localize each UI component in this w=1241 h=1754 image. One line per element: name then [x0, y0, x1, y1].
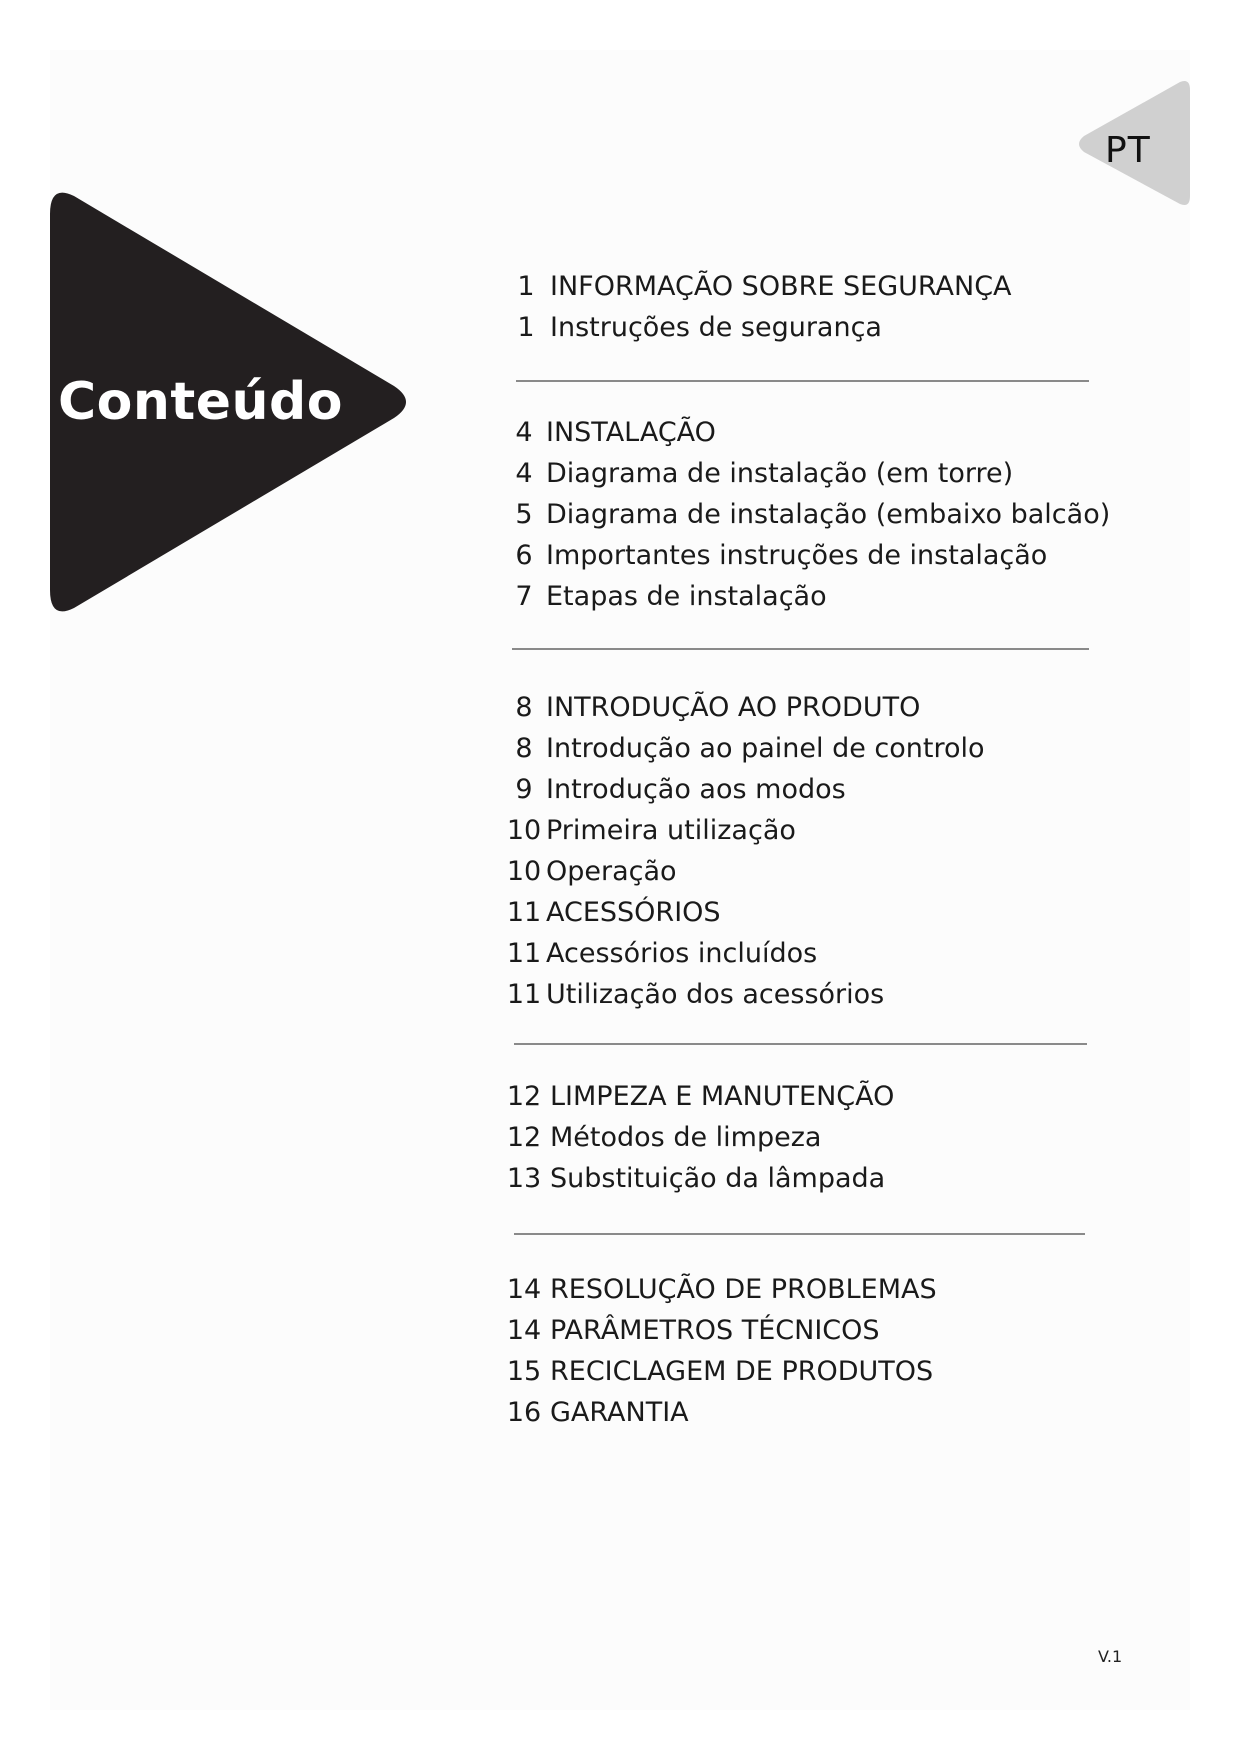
toc-heading: RESOLUÇÃO DE PROBLEMAS [550, 1274, 937, 1305]
toc-subheading: Diagrama de instalação (em torre) [546, 458, 1014, 489]
section-divider [514, 1043, 1087, 1045]
toc-subheading: Substituição da lâmpada [550, 1163, 886, 1194]
toc-heading: INSTALAÇÃO [546, 417, 716, 448]
toc-subheading: Instruções de segurança [550, 312, 882, 343]
toc-page-number: 4 [515, 458, 533, 489]
toc-page-number: 11 [506, 979, 542, 1010]
toc-page-number: 11 [506, 897, 542, 928]
toc-page-number: 7 [515, 581, 533, 612]
toc-page-number: 6 [515, 540, 533, 571]
toc-heading: RECICLAGEM DE PRODUTOS [550, 1356, 934, 1387]
section-divider [514, 1233, 1085, 1235]
toc-page-number: 13 [506, 1163, 542, 1194]
toc-page-number: 14 [506, 1315, 542, 1346]
section-divider [512, 648, 1089, 650]
toc-page-number: 1 [517, 271, 535, 302]
toc-heading: GARANTIA [550, 1397, 689, 1428]
toc-subheading: Métodos de limpeza [550, 1122, 822, 1153]
section-divider [516, 380, 1089, 382]
toc-page-number: 8 [515, 692, 533, 723]
toc-page-number: 12 [506, 1081, 542, 1112]
toc-page-number: 10 [506, 815, 542, 846]
toc-page-number: 9 [515, 774, 533, 805]
toc-subheading: Utilização dos acessórios [546, 979, 885, 1010]
version-label: V.1 [1098, 1647, 1123, 1666]
toc-subheading: Operação [546, 856, 677, 887]
toc-heading: INTRODUÇÃO AO PRODUTO [546, 692, 921, 723]
language-label: PT [1105, 130, 1151, 171]
toc-page-number: 15 [506, 1356, 542, 1387]
toc-subheading: Introdução aos modos [546, 774, 846, 805]
toc-subheading: Diagrama de instalação (embaixo balcão) [546, 499, 1111, 530]
toc-page-number: 12 [506, 1122, 542, 1153]
toc-page-number: 14 [506, 1274, 542, 1305]
toc-subheading: Primeira utilização [546, 815, 796, 846]
toc-subheading: Importantes instruções de instalação [546, 540, 1048, 571]
toc-heading: PARÂMETROS TÉCNICOS [550, 1315, 880, 1346]
toc-page-number: 5 [515, 499, 533, 530]
toc-page-number: 10 [506, 856, 542, 887]
toc-heading: LIMPEZA E MANUTENÇÃO [550, 1081, 895, 1112]
toc-heading: ACESSÓRIOS [546, 897, 721, 928]
toc-page-number: 8 [515, 733, 533, 764]
page-title: Conteúdo [58, 372, 343, 432]
toc-subheading: Etapas de instalação [546, 581, 827, 612]
toc-page-number: 1 [517, 312, 535, 343]
toc-page-number: 4 [515, 417, 533, 448]
toc-subheading: Introdução ao painel de controlo [546, 733, 985, 764]
toc-page-number: 11 [506, 938, 542, 969]
toc-heading: INFORMAÇÃO SOBRE SEGURANÇA [550, 271, 1012, 302]
toc-subheading: Acessórios incluídos [546, 938, 818, 969]
toc-page-number: 16 [506, 1397, 542, 1428]
